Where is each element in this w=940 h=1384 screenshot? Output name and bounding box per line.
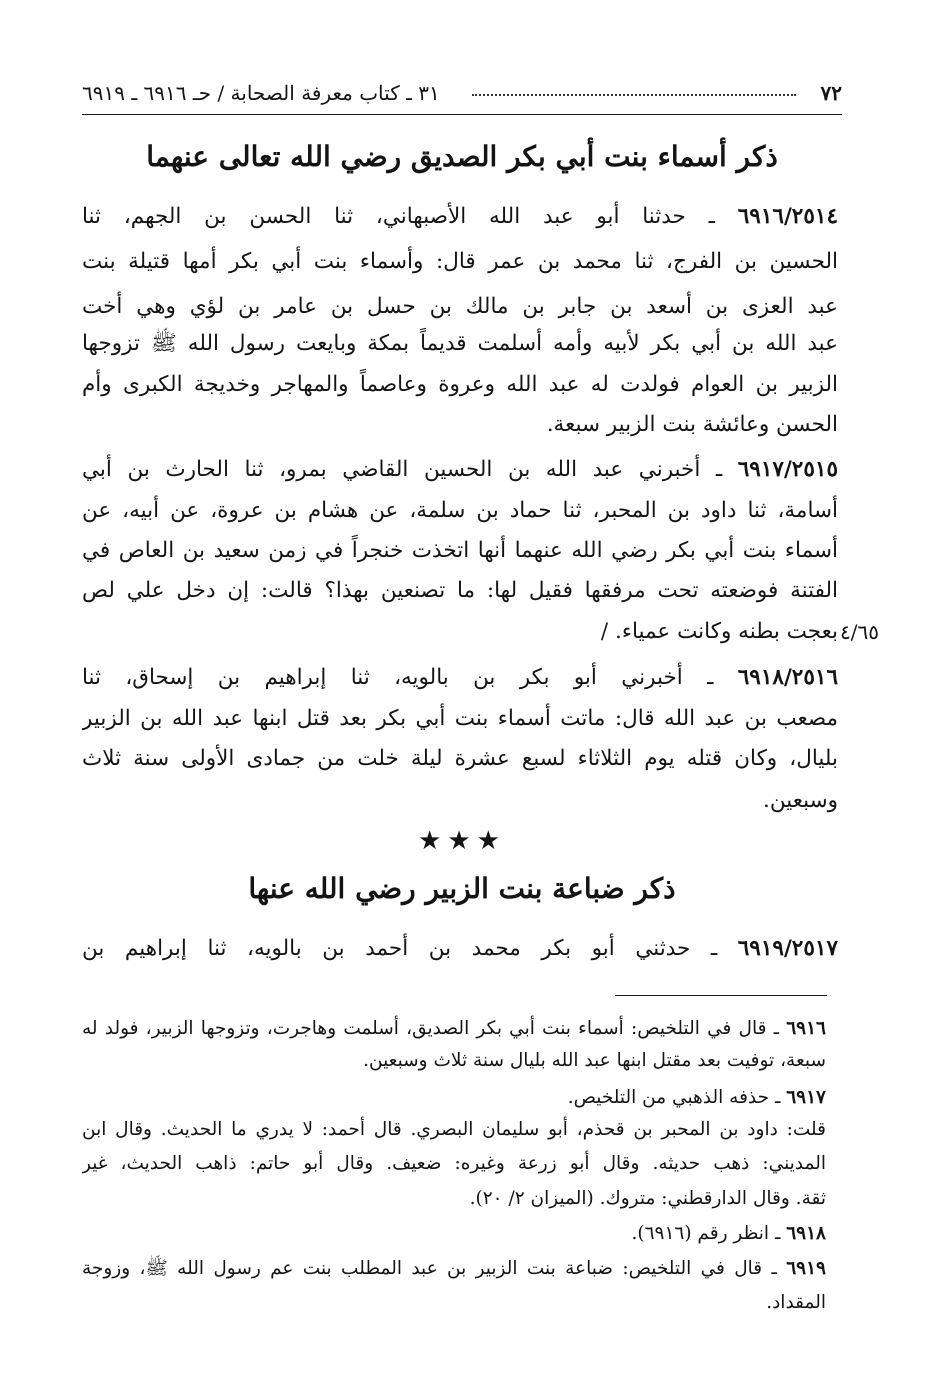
footnote-separator-rule (615, 995, 827, 996)
hadith-number: ٦٩١٦/٢٥١٤ (737, 204, 838, 229)
hadith-number: ٦٩١٨/٢٥١٦ (737, 665, 838, 690)
hadith-6917-line-1 (82, 448, 838, 492)
footnote-6917-line-3: المديني: ذهب حديثه. وقال أبو زرعة وغيره: ضعيف. وقال أبو حاتم: ذاهب الحديث، غير (82, 1153, 826, 1174)
footnote-text: ـ قال في التلخيص: أسماء بنت أبي بكر الصديق، أسلمت وهاجرت، وتزوجها الزبير، فولد له (82, 1018, 787, 1039)
hadith-text: ـ أخبرني عبد الله بن الحسين القاضي بمرو، ثنا الحارث بن أبي (82, 457, 738, 482)
hadith-text: ـ أخبرني أبو بكر بن بالويه، ثنا إبراهيم بن إسحاق، ثنا (82, 665, 738, 690)
footnote-6916-line-1 (82, 1012, 826, 1046)
page-number: ٧٢ (820, 81, 842, 105)
footnote-6919-line-2: المقداد. (766, 1292, 826, 1313)
footnote-text: ـ قال في التلخيص: ضباعة بنت الزبير بن عبد المطلب بنت عم رسول الله ﷺ، وزوجة (82, 1258, 787, 1279)
hadith-6917-line-4: الفتنة فوضعته تحت مرفقها فقيل لها: ما تصنعين بهذا؟ قالت: إن دخل علي لص (82, 578, 838, 603)
hadith-6916-line-1 (82, 195, 838, 239)
hadith-6916-line-3: عبد العزى بن أسعد بن جابر بن مالك بن حسل بن عامر بن لؤي وهي أخت (82, 294, 838, 319)
hadith-number: ٦٩١٩/٢٥١٧ (737, 936, 838, 961)
footnote-6917-line-2: قلت: داود بن المحبر بن قحذم، أبو سليمان البصري. قال أحمد: لا يدري ما الحديث. وقال ابن (82, 1119, 826, 1140)
hadith-6918-line-4: وسبعين. (763, 788, 838, 813)
hadith-6918-line-1 (82, 656, 838, 700)
running-title: ٣١ ـ كتاب معرفة الصحابة / حـ ٦٩١٦ ـ ٦٩١٩ (82, 81, 440, 105)
margin-volume-page-note: ٤/٦٥ (840, 620, 879, 644)
hadith-6917-line-2: أسامة، ثنا داود بن المحبر، ثنا حماد بن سلمة، عن هشام بن عروة، عن أبيه، عن (82, 498, 838, 523)
hadith-6918-line-3: بليال، وكان قتله يوم الثلاثاء لسبع عشرة ليلة خلت من جمادى الأولى سنة ثلاث (82, 746, 838, 771)
hadith-6916-line-4: عبد الله بن أبي بكر لأبيه وأمه أسلمت قديماً بمكة وبايعت رسول الله ﷺ تزوجها (82, 331, 838, 356)
header-dot-leader (472, 94, 796, 96)
footnote-6917-line-1 (82, 1081, 826, 1115)
footnote-number: ٦٩١٩ (786, 1258, 826, 1279)
footnote-text: ـ حذفه الذهبي من التلخيص. (567, 1087, 787, 1108)
hadith-number: ٦٩١٧/٢٥١٥ (737, 457, 838, 482)
hadith-6916-line-6: الحسن وعائشة بنت الزبير سبعة. (546, 412, 838, 437)
section-separator-stars: ★★★ (418, 826, 506, 856)
hadith-text: ـ حدثنا أبو عبد الله الأصبهاني، ثنا الحسن بن الجهم، ثنا (82, 204, 738, 229)
hadith-6916-line-5: الزبير بن العوام فولدت له عبد الله وعروة وعاصماً والمهاجر وخديجة الكبرى وأم (82, 372, 838, 397)
footnote-6919-line-1 (82, 1252, 826, 1286)
footnote-number: ٦٩١٨ (786, 1223, 826, 1244)
footnote-6918-line-1 (82, 1217, 826, 1251)
hadith-text: ـ حدثني أبو بكر محمد بن أحمد بن بالويه، ثنا إبراهيم بن (82, 936, 738, 961)
hadith-6917-line-3: أسماء بنت أبي بكر رضي الله عنهما أنها اتخذت خنجراً في زمن سعيد بن العاص في (82, 538, 838, 563)
hadith-6918-line-2: مصعب بن عبد الله قال: ماتت أسماء بنت أبي بكر بعد قتل ابنها عبد الله بن الزبير (82, 706, 838, 731)
footnote-number: ٦٩١٦ (786, 1018, 826, 1039)
footnote-6916-line-2: سبعة، توفيت بعد مقتل ابنها عبد الله بليال سنة ثلاث وسبعين. (363, 1050, 826, 1071)
footnote-6917-line-4: ثقة. وقال الدارقطني: متروك. (الميزان ٢/ ٢٠). (469, 1188, 826, 1209)
hadith-6919-line-1 (82, 927, 838, 971)
hadith-6916-line-2: الحسين بن الفرج، ثنا محمد بن عمر قال: وأسماء بنت أبي بكر أمها قتيلة بنت (82, 249, 838, 274)
section-title-asma: ذكر أسماء بنت أبي بكر الصديق رضي الله تعالى عنهما (146, 140, 778, 173)
running-header (82, 78, 842, 115)
footnote-number: ٦٩١٧ (786, 1087, 826, 1108)
hadith-6917-line-5: بعجت بطنه وكانت عمياء. / (600, 619, 838, 644)
footnote-text: ـ انظر رقم (٦٩١٦). (631, 1223, 787, 1244)
section-title-dubaa: ذكر ضباعة بنت الزبير رضي الله عنها (248, 872, 676, 905)
